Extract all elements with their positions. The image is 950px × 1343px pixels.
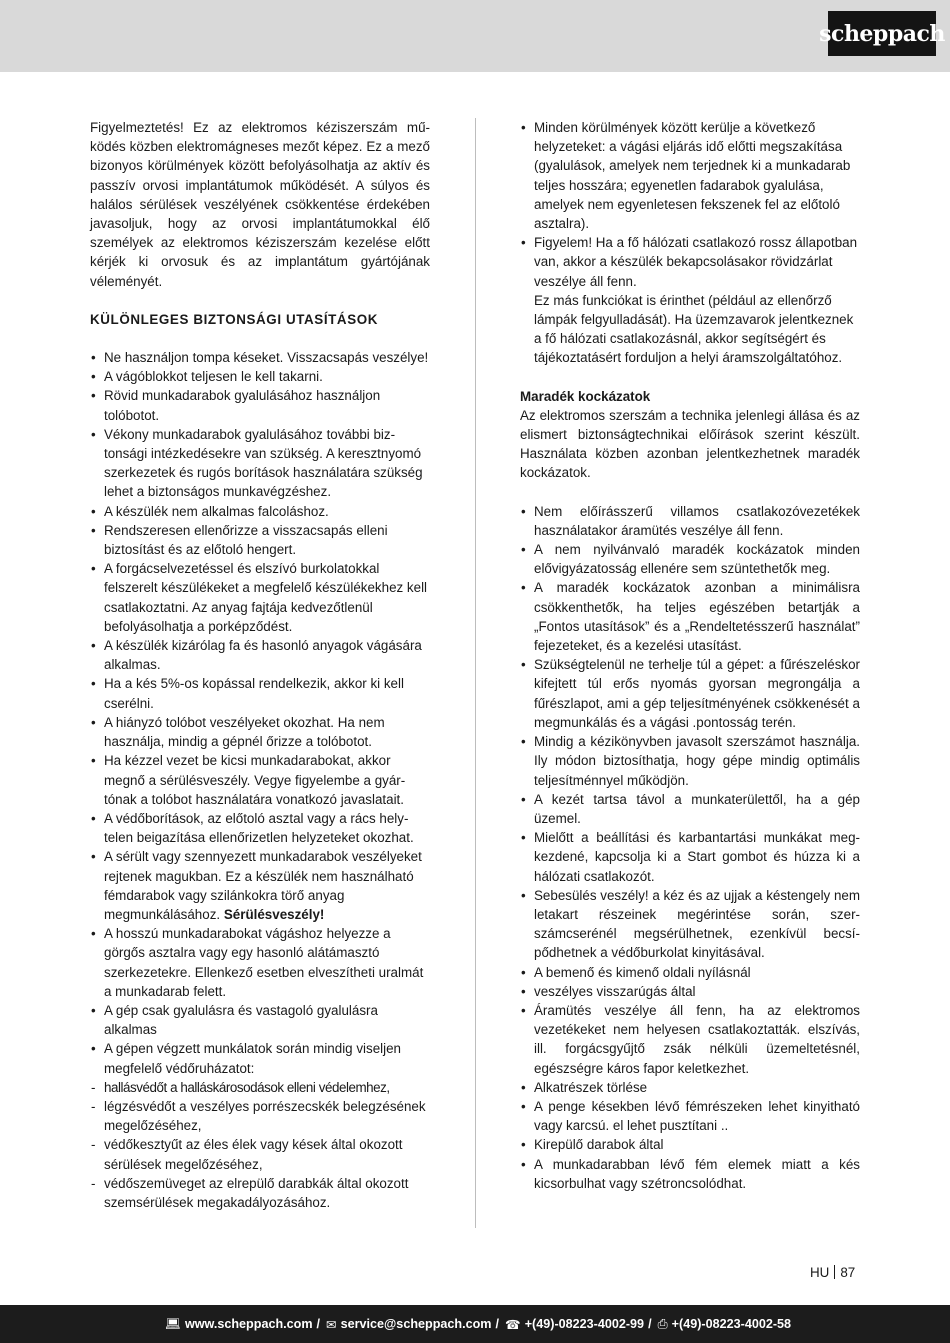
fax-icon: ⎙︎ (657, 1316, 668, 1331)
list-item: • Áramütés veszélye áll fenn, ha az elektromos vezetékeket nem helyesen csatlakoztatták. elszívás, ill. forgácsgyűjtő zsák nélküli üzemeltetésnél, egészségre káros fapor keletkezhet. (520, 1001, 860, 1078)
list-item: • A maradék kockázatok azonban a minimálisra csökkenthetők, ha teljes egészében betartják a „Fontos utasítások” és a „Rendeltetésszerű használat” fejezeteket, és a kezelési utasítást. (520, 578, 860, 655)
left-column (90, 118, 430, 1212)
page-number-separator (834, 1265, 835, 1279)
protective-gear-sublist (90, 1078, 430, 1212)
list-item: • Rendszeresen ellenőrizze a visszacsapás elleni biztosítást és az előtoló hengert. (90, 521, 430, 559)
logo-text: scheppach (819, 20, 945, 47)
list-item: • Nem előírásszerű villamos csatlakozóvezetékek használatakor áramütés veszélye áll fenn. (520, 502, 860, 540)
residual-risks-list (520, 502, 860, 1193)
residual-risks-intro: Az elektromos szerszám a technika jelenlegi állása és az elismert biztonságtechnikai előírások szerint készült. Használata közben azonban jelentkezhetnek maradék kockázatok. (520, 407, 860, 481)
header-bar (0, 0, 950, 72)
page-num: 87 (840, 1265, 856, 1280)
list-item: • A gép csak gyalulásra és vastagoló gyalulásra alkalmas (90, 1001, 430, 1039)
list-item: • Rövid munkadarabok gyalulásához használjon tolóbotot. (90, 386, 430, 424)
list-item: • Sebesülés veszély! a kéz és az ujjak a késtengely nem letakart részeinek megérintése során, szerszámcserénél megsérülhetnek, ezenkívül becsípődhetnek a védőburkolat kinyitásával. (520, 886, 860, 963)
list-item (90, 1039, 430, 1212)
computer-icon: 💻︎ (164, 1316, 181, 1331)
sub-list-item: - hallásvédőt a halláskárosodások elleni védelemhez, (90, 1078, 430, 1097)
list-item: • Ne használjon tompa késeket. Visszacsapás veszélye! (90, 348, 430, 367)
list-item: • A hiányzó tolóbot veszélyeket okozhat. Ha nem használja, mindig a gépnél őrizze a tolóbotot. (90, 713, 430, 751)
list-item-text: Figyelem! Ha a fő hálózati csatlakozó rossz állapotban van, akkor a készülék bekapcsolásakor rövidzárlat veszélye áll fenn. (534, 235, 858, 289)
list-item: • A forgácselvezetéssel és elszívó burkolatokkal felszerelt készülékeket a megfelelő készülékekhez kell csatlakoztatni. Az anyag fajtája kedvezőtlenül befolyásolhatja a porképződést. (90, 559, 430, 636)
column-divider (475, 118, 476, 1228)
special-safety-heading: KÜLÖNLEGES BIZTONSÁGI UTASÍTÁSOK (90, 311, 379, 327)
list-item: • veszélyes visszarúgás által (520, 982, 860, 1001)
footer-email[interactable]: service@scheppach.com (340, 1317, 492, 1331)
list-item: • Alkatrészek törlése (520, 1078, 860, 1097)
list-item: • A kezét tartsa távol a munkaterülettől, ha a gép üzemel. (520, 790, 860, 828)
sub-list-item: - védőszemüveget az elrepülő darabkák által okozott szemsérülések megakadályozásához. (90, 1174, 430, 1212)
list-item: • Minden körülmények között kerülje a következő helyzeteket: a vágási eljárás idő előtti megszakítása (gyalulások, amelyek nem terjednek ki a munkadarab teljes hosszára; egyenetlen fadarabok gyalulása, amelyek nem egyenletesen fekszenek fel az előtoló asztalra). (520, 118, 860, 233)
list-item: • Kirepülő darabok által (520, 1135, 860, 1154)
list-item: • A vágóblokkot teljesen le kell takarni. (90, 367, 430, 386)
page-lang: HU (810, 1265, 830, 1280)
footer-separator: / (316, 1317, 321, 1331)
mail-icon: ✉︎ (326, 1317, 337, 1332)
list-item: • Mielőtt a beállítási és karbantartási munkákat megkezdené, kapcsolja ki a Start gombot és húzza ki a hálózati csatlakozót. (520, 828, 860, 886)
list-item: • A nem nyilvánvaló maradék kockázatok minden elővigyázatosság ellenére sem szüntethetők meg. (520, 540, 860, 578)
list-item: • A penge késekben lévő fémrészeken lehet kinyitható vagy karcsú. el lehet pusztítani .. (520, 1097, 860, 1135)
list-item: • Ha kézzel vezet be kicsi munkadarabokat, akkor megnő a sérülésveszély. Vegye figyelembe a gyártónak a tolóbot használatára vonatkozó javaslatait. (90, 751, 430, 809)
list-item: • Ha a kés 5%-os kopással rendelkezik, akkor ki kell cserélni. (90, 674, 430, 712)
list-item: • A bemenő és kimenő oldali nyílásnál (520, 963, 860, 982)
injury-warning-bold: Sérülésveszély! (223, 906, 325, 922)
phone-icon: ☎︎ (505, 1317, 521, 1332)
emf-warning-paragraph: Figyelmeztetés! Ez az elektromos kéziszerszám működés közben elektromágneses mezőt képez. Ez a mező bizonyos körülmények között befolyásolhatja az aktív és passzív orvosi implantátumok működését. A súlyos és halálos sérülések veszélyének csökkentése érdekében javasoljuk, hogy az orvosi implantátumokkal élő személyek az elektromos kéziszerszám kezelése előtt kérjék ki orvosuk és az implantátum gyártójának véleményét. (90, 120, 430, 289)
list-item-continuation: Ez más funkciókat is érinthet (például az ellenőrző lámpák felgyulladását). Ha üzemzavarok jelentkeznek a fő hálózati csatlakozásnál, akkor segítségért és tájékoztatásért forduljon a helyi áramszolgáltatóhoz. (534, 292, 854, 366)
situations-list (520, 118, 860, 368)
safety-list (90, 348, 430, 1212)
list-item-text: A sérült vagy szennyezett munkadarabok veszélyeket rejtenek magukban. Ez a készülék nem használható fémdarabok vagy szilánkokra törő anyag megmunkálásához. (104, 849, 422, 922)
list-item: • A védőborítások, az előtoló asztal vagy a rács helytelen beigazítása ellenőrizetlen helyzeteket okozhat. (90, 809, 430, 847)
footer-fax: +(49)-08223-4002-58 (671, 1317, 792, 1331)
list-item: • A munkadarabban lévő fém elemek miatt a kés kicsorbulhat vagy szétroncsolódhat. (520, 1155, 860, 1193)
list-item (520, 233, 860, 367)
list-item: • Szükségtelenül ne terhelje túl a gépet: a fűrészeléskor kifejtett túl erős nyomás gyorsan megrongálja a fűrészlapot, ami a gép teljesítményének csökkenését a megmunkálás és a vágási .pontosság terén. (520, 655, 860, 732)
footer-phone: +(49)-08223-4002-99 (524, 1317, 645, 1331)
residual-risks-heading: Maradék kockázatok (520, 388, 651, 404)
footer-bar (0, 1305, 950, 1343)
sub-list-item: - védőkesztyűt az éles élek vagy kések által okozott sérülések megelőzéséhez, (90, 1135, 430, 1173)
list-item (90, 847, 430, 924)
list-item: • Vékony munkadarabok gyalulásához további biztonsági intézkedésekre van szükség. A keresztnyomó szerkezetek és rugós borítások használatára szükség lehet a biztonságos munkavégzéshez. (90, 425, 430, 502)
footer-separator: / (495, 1317, 499, 1331)
list-item-text: A gépen végzett munkálatok során mindig viseljen megfelelő védőruházatot: (104, 1041, 401, 1076)
scheppach-logo (819, 11, 945, 56)
list-item: • A hosszú munkadarabokat vágáshoz helyezze a görgős asztalra vagy egy hasonló alátámasztó szerkezetekre. Ellenkező esetben elveszítheti uralmát a munkadarab felett. (90, 924, 430, 1001)
list-item: • Mindig a kézikönyvben javasolt szerszámot használja. Ily módon biztosíthatja, hogy gépe mindig optimális teljesítménnyel működjön. (520, 732, 860, 790)
footer-web[interactable]: www.scheppach.com (184, 1317, 313, 1331)
sub-list-item: - légzésvédőt a veszélyes porrészecskék belegzésének megelőzéséhez, (90, 1097, 430, 1135)
right-column (520, 118, 860, 1193)
footer-separator: / (648, 1317, 652, 1331)
list-item: • A készülék nem alkalmas falcoláshoz. (90, 502, 430, 521)
list-item: • A készülék kizárólag fa és hasonló anyagok vágására alkalmas. (90, 636, 430, 674)
page-number (810, 1265, 855, 1280)
